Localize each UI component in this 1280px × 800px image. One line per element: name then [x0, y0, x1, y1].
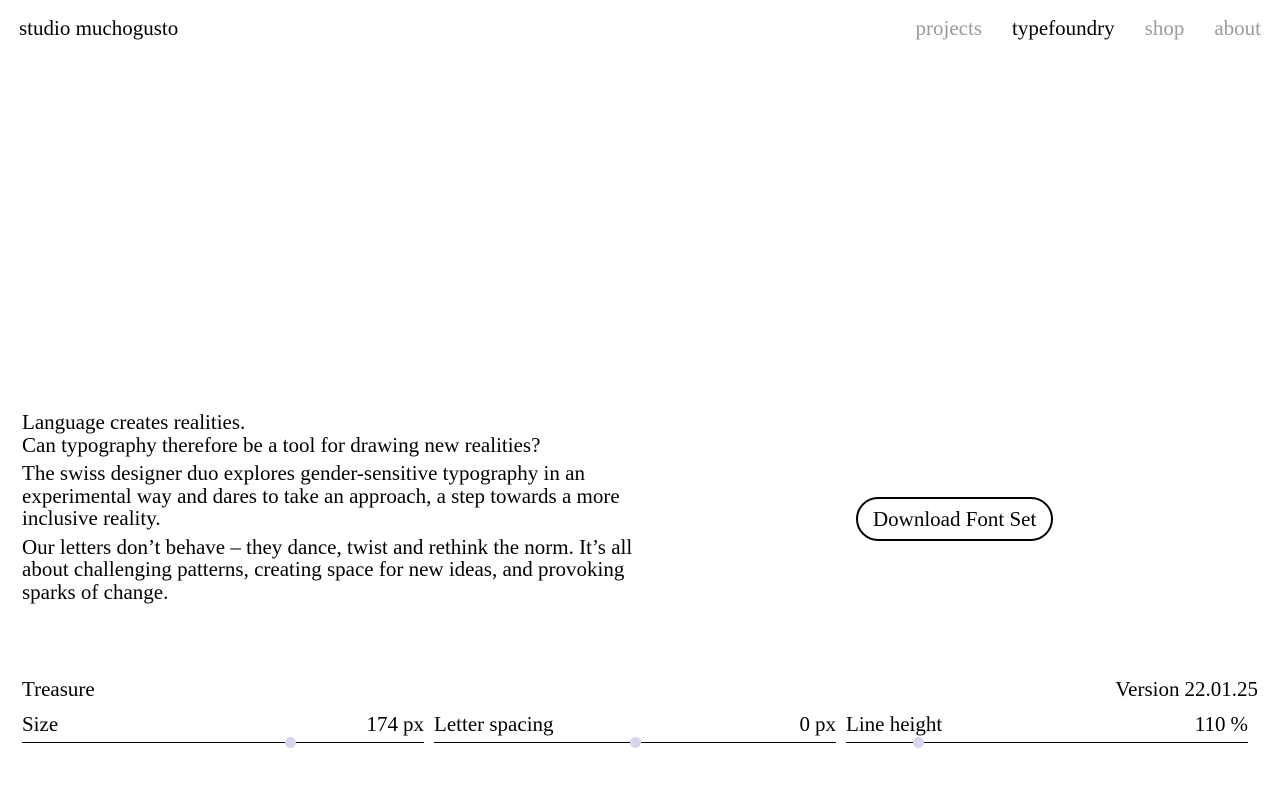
- size-readout: [367, 712, 425, 736]
- line-height-unit: %: [1230, 712, 1248, 736]
- line-height-readout: [1195, 712, 1248, 736]
- size-slider-thumb[interactable]: [285, 737, 296, 748]
- letter-spacing-readout: [800, 712, 837, 736]
- letter-spacing-control-header: [434, 712, 836, 736]
- typeface-name: Treasure: [22, 677, 95, 701]
- size-label: Size: [22, 712, 59, 736]
- line-height-slider-track[interactable]: [846, 742, 1248, 743]
- nav-typefoundry[interactable]: typefoundry: [1012, 16, 1115, 40]
- line-height-control: [846, 712, 1248, 743]
- letter-spacing-slider-thumb[interactable]: [630, 737, 641, 748]
- nav-projects[interactable]: projects: [915, 16, 982, 40]
- intro-lead-line-2: Can typography therefore be a tool for drawing new realities?: [22, 432, 541, 457]
- intro-lead: [22, 411, 642, 456]
- version-value: 22.01.25: [1184, 677, 1258, 701]
- typeface-version: [1115, 677, 1258, 701]
- letter-spacing-label: Letter spacing: [434, 712, 554, 736]
- line-height-control-header: [846, 712, 1248, 736]
- type-tester-controls: [22, 712, 1248, 743]
- intro-paragraph-2: Our letters don’t behave – they dance, twist and rethink the norm. It’s all about challenging patterns, creating space for new ideas, and provoking sparks of change.: [22, 534, 633, 604]
- size-unit: px: [403, 712, 424, 736]
- letter-spacing-slider-track[interactable]: [434, 742, 836, 743]
- main-nav: [916, 16, 1261, 40]
- size-slider-track[interactable]: [22, 742, 424, 743]
- size-value: 174: [366, 712, 398, 736]
- version-label: Version: [1115, 677, 1180, 701]
- size-control-header: [22, 712, 424, 736]
- intro-lead-line-1: Language creates realities.: [22, 410, 246, 434]
- letter-spacing-control: [434, 712, 836, 743]
- intro-text: [22, 411, 642, 609]
- download-font-set-button[interactable]: Download Font Set: [856, 497, 1053, 541]
- letter-spacing-value: 0: [799, 712, 810, 736]
- line-height-slider-thumb[interactable]: [913, 737, 924, 748]
- nav-about[interactable]: about: [1214, 16, 1261, 40]
- line-height-value: 110: [1194, 712, 1226, 736]
- line-height-label: Line height: [846, 712, 943, 736]
- letter-spacing-unit: px: [815, 712, 836, 736]
- intro-paragraph-1: The swiss designer duo explores gender-sensitive typography in an experimental way and dares to take an approach, a step towards a more inclusive reality.: [22, 461, 620, 530]
- size-control: [22, 712, 424, 743]
- brand-logo-link[interactable]: studio muchogusto: [19, 16, 179, 40]
- nav-shop[interactable]: shop: [1144, 16, 1185, 40]
